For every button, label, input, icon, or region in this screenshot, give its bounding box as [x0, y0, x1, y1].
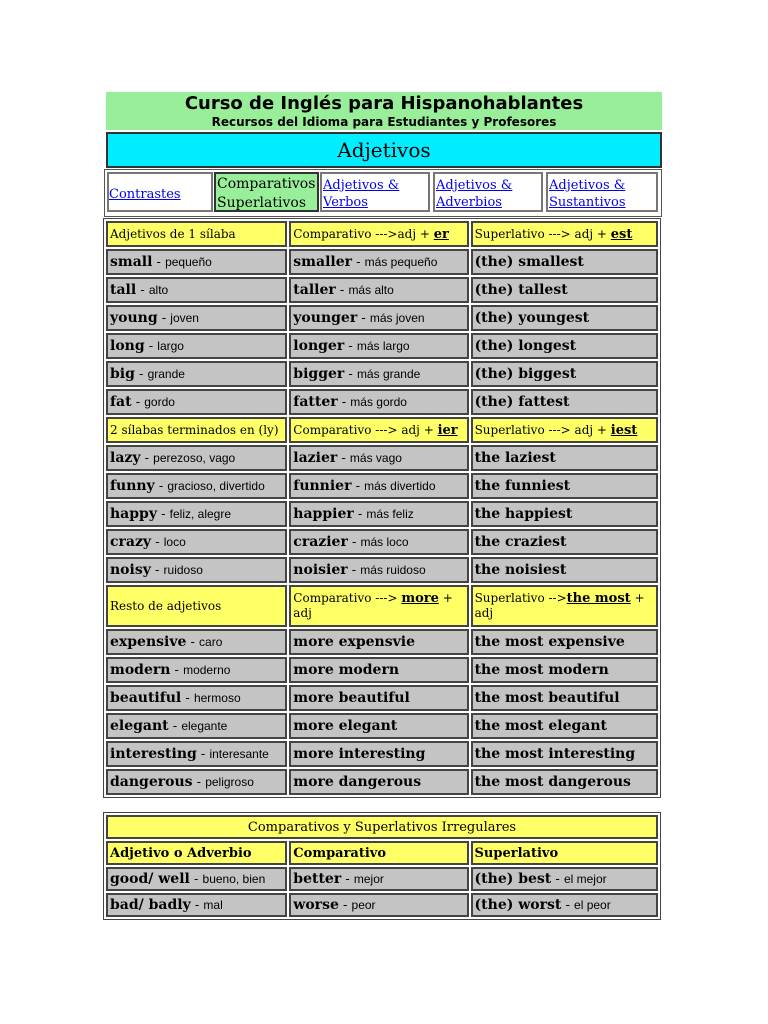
superlative-cell: (the) best - el mejor	[471, 867, 658, 891]
adjective-word: crazy	[110, 534, 152, 550]
comparative-cell: taller - más alto	[289, 277, 468, 303]
translation: mal	[203, 898, 223, 912]
table-row	[106, 629, 658, 655]
translation: más gordo	[350, 395, 407, 409]
comparative-word: happier	[293, 506, 354, 522]
table-row	[106, 277, 658, 303]
comparative-word: lazier	[293, 450, 338, 466]
superlative-word: the happiest	[474, 506, 573, 522]
tab-comparativos-superlativos[interactable]	[214, 172, 319, 212]
table-row	[106, 249, 658, 275]
translation: más grande	[356, 367, 421, 381]
comparative-cell: smaller - más pequeño	[289, 249, 468, 275]
translation: más loco	[360, 535, 409, 549]
table-row	[106, 867, 658, 891]
translation: más divertido	[364, 479, 436, 493]
translation: gracioso, divertido	[167, 479, 265, 493]
translation: mejor	[353, 872, 384, 886]
group-label: 2 sílabas terminados en (ly)	[106, 417, 287, 443]
adjective-word: expensive	[110, 634, 187, 650]
irregular-header-adjetivo	[106, 841, 287, 865]
site-subtitle: Recursos del Idioma para Estudiantes y Profesores	[211, 115, 557, 129]
comparative-cell: fatter - más gordo	[289, 389, 468, 415]
comparative-word: better	[293, 871, 342, 887]
superlative-cell	[471, 445, 658, 471]
irregular-table	[103, 812, 661, 920]
tab-adjetivos-adverbios-link[interactable]: Adjetivos & Adverbios	[436, 178, 513, 210]
comparative-cell: bigger - más grande	[289, 361, 468, 387]
rule-suffix: iest	[610, 422, 638, 438]
comparative-word: fatter	[293, 394, 338, 410]
superlative-word: (the) best	[474, 871, 552, 887]
comparative-word: worse	[293, 897, 339, 913]
table-row	[106, 741, 658, 767]
translation: elegante	[181, 719, 228, 733]
comparative-cell: worse - peor	[289, 893, 468, 917]
group-label: Resto de adjetivos	[106, 585, 287, 627]
group-header-row	[106, 585, 658, 627]
table-row	[106, 501, 658, 527]
superlative-word: the most dangerous	[474, 774, 631, 790]
adjective-word: interesting	[110, 746, 197, 762]
superlative-word: (the) biggest	[474, 366, 577, 382]
translation: caro	[199, 635, 223, 649]
comparative-cell: longer - más largo	[289, 333, 468, 359]
table-row	[106, 305, 658, 331]
adjective-cell: young - joven	[106, 305, 287, 331]
adjective-word: elegant	[110, 718, 169, 734]
topic-nav	[104, 169, 662, 217]
translation: más alto	[348, 283, 394, 297]
translation: gordo	[144, 395, 175, 409]
adjective-word: tall	[110, 282, 137, 298]
comparative-cell: younger - más joven	[289, 305, 468, 331]
tab-adjetivos-sustantivos[interactable]	[546, 172, 658, 212]
table-row	[106, 529, 658, 555]
comparative-rule	[289, 417, 468, 443]
adjective-cell: happy - feliz, alegre	[106, 501, 287, 527]
tab-adjetivos-verbos-link[interactable]: Adjetivos & Verbos	[323, 178, 400, 210]
translation: más pequeño	[364, 255, 438, 269]
adjective-word: modern	[110, 662, 171, 678]
adjective-word: funny	[110, 478, 155, 494]
header-text: Comparativo	[293, 845, 387, 861]
adjective-cell: dangerous - peligroso	[106, 769, 287, 795]
adjective-word: long	[110, 338, 145, 354]
superlative-cell: (the) worst - el peor	[471, 893, 658, 917]
superlative-cell	[471, 305, 658, 331]
superlative-word: the most beautiful	[474, 690, 620, 706]
comparative-cell: noisier - más ruidoso	[289, 557, 468, 583]
superlative-cell	[471, 741, 658, 767]
adjectives-table	[103, 218, 661, 798]
table-row	[106, 769, 658, 795]
translation: interesante	[209, 747, 269, 761]
rule-suffix: more	[401, 591, 439, 606]
superlative-word: the most modern	[474, 662, 609, 678]
adjective-cell: funny - gracioso, divertido	[106, 473, 287, 499]
comparative-word: bigger	[293, 366, 345, 382]
group-header-row	[106, 221, 658, 247]
superlative-cell	[471, 685, 658, 711]
rule-text: Superlativo ---> adj +	[474, 422, 611, 437]
comparative-cell	[289, 657, 468, 683]
comparative-word: more beautiful	[293, 690, 410, 706]
tab-adjetivos-sustantivos-link[interactable]: Adjetivos & Sustantivos	[549, 178, 626, 210]
superlative-word: (the) smallest	[474, 254, 584, 270]
translation: joven	[170, 311, 199, 325]
group-label: Adjetivos de 1 sílaba	[106, 221, 287, 247]
comparative-cell: crazier - más loco	[289, 529, 468, 555]
translation: moderno	[183, 663, 231, 677]
comparative-cell	[289, 713, 468, 739]
table-row	[106, 657, 658, 683]
rule-text: Comparativo --->	[293, 591, 402, 605]
adjective-cell: modern - moderno	[106, 657, 287, 683]
adjective-word: bad/ badly	[110, 897, 191, 913]
comparative-word: taller	[293, 282, 336, 298]
superlative-cell	[471, 361, 658, 387]
adjective-cell: noisy - ruidoso	[106, 557, 287, 583]
table-row	[106, 333, 658, 359]
comparative-word: more modern	[293, 662, 400, 678]
adjective-word: noisy	[110, 562, 151, 578]
translation: bueno, bien	[202, 872, 266, 886]
irregular-caption: Comparativos y Superlativos Irregulares	[106, 815, 658, 839]
translation: perezoso, vago	[153, 451, 236, 465]
site-header	[106, 92, 662, 130]
tab-adjetivos-verbos[interactable]	[320, 172, 430, 212]
comparative-word: noisier	[293, 562, 348, 578]
translation: hermoso	[193, 691, 241, 705]
adjective-cell: big - grande	[106, 361, 287, 387]
header-text: Superlativo	[474, 845, 559, 861]
table-row	[106, 445, 658, 471]
superlative-word: the most expensive	[474, 634, 625, 650]
tab-active-label: Comparativos Superlativos	[217, 176, 316, 211]
adjective-word: fat	[110, 394, 132, 410]
comparative-word: longer	[293, 338, 345, 354]
rule-text: Superlativo ---> adj +	[474, 226, 611, 241]
superlative-word: the laziest	[474, 450, 556, 466]
superlative-word: the funniest	[474, 478, 571, 494]
superlative-cell	[471, 529, 658, 555]
adjective-word: small	[110, 254, 153, 270]
superlative-cell	[471, 501, 658, 527]
header-text: Adjetivo o Adverbio	[110, 845, 252, 861]
superlative-word: the most interesting	[474, 746, 636, 762]
translation: loco	[163, 535, 186, 549]
superlative-cell	[471, 657, 658, 683]
adjective-word: young	[110, 310, 158, 326]
superlative-word: the most elegant	[474, 718, 608, 734]
superlative-cell	[471, 277, 658, 303]
adjective-word: good/ well	[110, 871, 190, 887]
rule-text: + adj	[474, 591, 645, 620]
comparative-cell: better - mejor	[289, 867, 468, 891]
adjective-cell: long - largo	[106, 333, 287, 359]
superlative-cell	[471, 333, 658, 359]
comparative-cell	[289, 629, 468, 655]
superlative-cell	[471, 769, 658, 795]
comparative-word: more interesting	[293, 746, 426, 762]
adjective-word: lazy	[110, 450, 141, 466]
comparative-cell	[289, 741, 468, 767]
comparative-word: more dangerous	[293, 774, 422, 790]
rule-suffix: the most	[566, 591, 631, 606]
translation: peligroso	[205, 775, 254, 789]
translation: largo	[157, 339, 184, 353]
superlative-rule	[471, 221, 658, 247]
translation: feliz, alegre	[169, 507, 232, 521]
superlative-word: (the) fattest	[474, 394, 570, 410]
translation: más largo	[356, 339, 410, 353]
superlative-cell	[471, 557, 658, 583]
adjective-cell: crazy - loco	[106, 529, 287, 555]
table-row	[106, 713, 658, 739]
tab-contrastes-link[interactable]: Contrastes	[109, 187, 181, 202]
rule-suffix: er	[433, 226, 449, 242]
irregular-header-comparativo	[289, 841, 468, 865]
adjective-cell: beautiful - hermoso	[106, 685, 287, 711]
comparative-word: younger	[293, 310, 358, 326]
comparative-rule	[289, 585, 468, 627]
comparative-word: more elegant	[293, 718, 398, 734]
translation: pequeño	[165, 255, 212, 269]
superlative-cell	[471, 389, 658, 415]
comparative-word: crazier	[293, 534, 348, 550]
comparative-rule	[289, 221, 468, 247]
rule-suffix: est	[610, 226, 633, 242]
adjective-word: dangerous	[110, 774, 193, 790]
rule-text: Comparativo --->adj +	[293, 226, 434, 241]
group-header-row	[106, 417, 658, 443]
adjective-cell: bad/ badly - mal	[106, 893, 287, 917]
rule-text: Superlativo -->	[474, 591, 567, 605]
comparative-word: smaller	[293, 254, 352, 270]
adjective-cell: tall - alto	[106, 277, 287, 303]
adjective-cell: fat - gordo	[106, 389, 287, 415]
superlative-cell	[471, 249, 658, 275]
translation: el peor	[574, 898, 611, 912]
tab-adjetivos-adverbios[interactable]	[433, 172, 543, 212]
translation: más feliz	[366, 507, 414, 521]
table-row	[106, 389, 658, 415]
translation: alto	[148, 283, 169, 297]
adjective-cell: interesting - interesante	[106, 741, 287, 767]
comparative-cell	[289, 769, 468, 795]
table-row	[106, 893, 658, 917]
superlative-word: the noisiest	[474, 562, 567, 578]
table-row	[106, 557, 658, 583]
superlative-cell	[471, 473, 658, 499]
comparative-word: more expensvie	[293, 634, 415, 650]
comparative-cell: lazier - más vago	[289, 445, 468, 471]
comparative-word: funnier	[293, 478, 352, 494]
superlative-word: (the) youngest	[474, 310, 590, 326]
table-row	[106, 685, 658, 711]
adjective-word: beautiful	[110, 690, 182, 706]
translation: más joven	[369, 311, 425, 325]
adjective-cell: elegant - elegante	[106, 713, 287, 739]
adjective-cell: expensive - caro	[106, 629, 287, 655]
irregular-header-superlativo	[471, 841, 658, 865]
superlative-rule	[471, 417, 658, 443]
adjective-word: big	[110, 366, 135, 382]
superlative-word: (the) worst	[474, 897, 562, 913]
translation: el mejor	[563, 872, 607, 886]
rule-suffix: ier	[437, 422, 458, 438]
superlative-word: the craziest	[474, 534, 567, 550]
site-title: Curso de Inglés para Hispanohablantes	[184, 93, 584, 114]
adjective-cell: good/ well - bueno, bien	[106, 867, 287, 891]
superlative-rule	[471, 585, 658, 627]
tab-contrastes[interactable]	[107, 172, 213, 212]
translation: peor	[351, 898, 376, 912]
superlative-cell	[471, 713, 658, 739]
table-row	[106, 473, 658, 499]
comparative-cell: happier - más feliz	[289, 501, 468, 527]
table-row	[106, 361, 658, 387]
superlative-cell	[471, 629, 658, 655]
section-title: Adjetivos	[106, 132, 662, 168]
comparative-cell	[289, 685, 468, 711]
adjective-cell: small - pequeño	[106, 249, 287, 275]
superlative-word: (the) longest	[474, 338, 577, 354]
translation: más ruidoso	[360, 563, 426, 577]
superlative-word: (the) tallest	[474, 282, 568, 298]
translation: más vago	[349, 451, 402, 465]
adjective-word: happy	[110, 506, 157, 522]
comparative-cell: funnier - más divertido	[289, 473, 468, 499]
adjective-cell: lazy - perezoso, vago	[106, 445, 287, 471]
translation: ruidoso	[163, 563, 203, 577]
translation: grande	[147, 367, 185, 381]
rule-text: + adj	[293, 591, 453, 620]
rule-text: Comparativo ---> adj +	[293, 422, 438, 437]
